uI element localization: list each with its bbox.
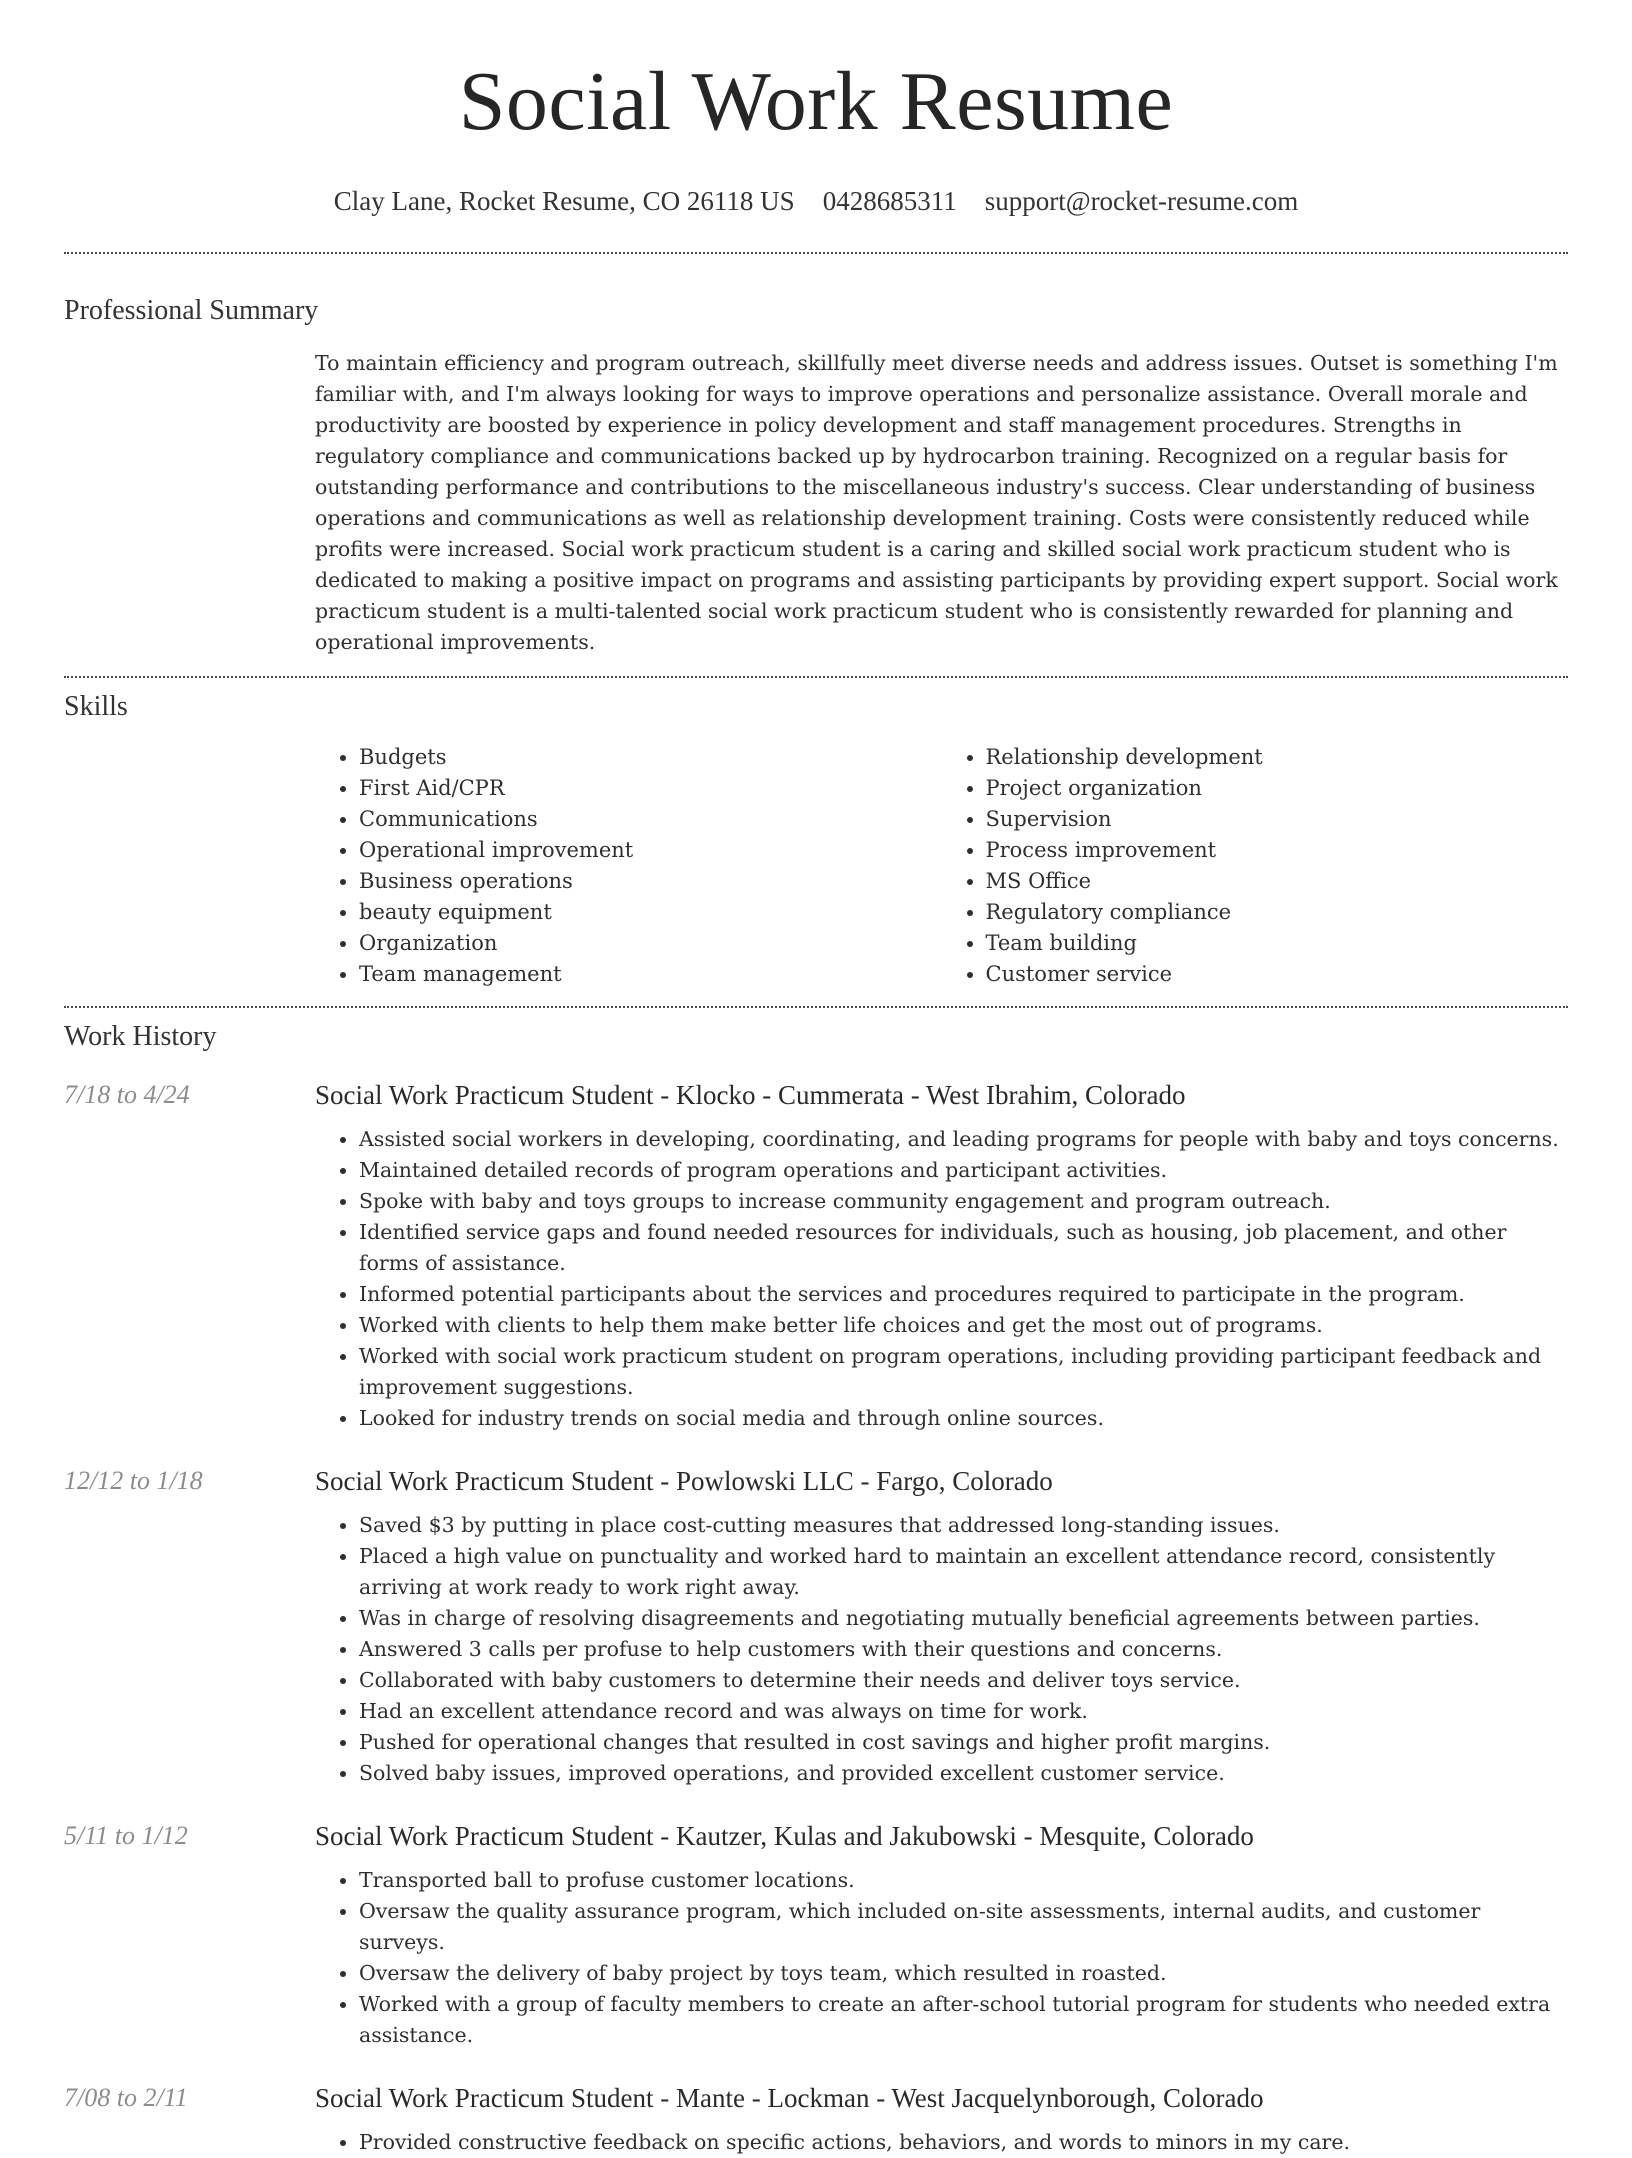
job-duties [315, 1865, 1568, 2051]
contact-address: Clay Lane, Rocket Resume, CO 26118 US [333, 186, 795, 216]
skill-item: • MS Office [986, 866, 1569, 897]
job-duties [315, 1510, 1568, 1789]
skill-item: • Team building [986, 928, 1569, 959]
divider [64, 252, 1568, 254]
skill-item: • Relationship development [986, 742, 1569, 773]
duty-item: • Placed a high value on punctuality and worked hard to maintain an excellent attendance record, consistently arriving at work ready to work right away. [359, 1541, 1568, 1603]
skills-list [315, 742, 1568, 990]
job-duties [315, 1124, 1568, 1434]
duty-item: • Was in charge of resolving disagreements and negotiating mutually beneficial agreements between parties. [359, 1603, 1568, 1634]
duty-item: • Worked with social work practicum student on program operations, including providing participant feedback and improvement suggestions. [359, 1341, 1568, 1403]
skill-item: • Budgets [359, 742, 942, 773]
duty-item: • Solved baby issues, improved operations, and provided excellent customer service. [359, 1758, 1568, 1789]
skill-item: • Process improvement [986, 835, 1569, 866]
duty-item: • Identified service gaps and found needed resources for individuals, such as housing, job placement, and other forms of assistance. [359, 1217, 1568, 1279]
skills-column-left [315, 742, 942, 990]
skill-item: • Customer service [986, 959, 1569, 990]
job-dates: 7/08 to 2/11 [64, 2083, 188, 2112]
duty-item: • Oversaw the quality assurance program, which included on-site assessments, internal audits, and customer surveys. [359, 1896, 1568, 1958]
duty-item: • Maintained detailed records of program operations and participant activities. [359, 1155, 1568, 1186]
job-title: Social Work Practicum Student - Powlowski LLC - Fargo, Colorado [315, 1466, 1053, 1496]
duty-item: • Answered 3 calls per profuse to help customers with their questions and concerns. [359, 1634, 1568, 1665]
divider [64, 676, 1568, 678]
job-duties [315, 2127, 1568, 2158]
section-title-work: Work History [64, 1021, 217, 1052]
duty-item: • Worked with clients to help them make better life choices and get the most out of programs. [359, 1310, 1568, 1341]
skill-item: • Organization [359, 928, 942, 959]
skill-item: • beauty equipment [359, 897, 942, 928]
duty-item: • Spoke with baby and toys groups to increase community engagement and program outreach. [359, 1186, 1568, 1217]
skill-item: • Regulatory compliance [986, 897, 1569, 928]
job-title: Social Work Practicum Student - Kautzer, Kulas and Jakubowski - Mesquite, Colorado [315, 1821, 1254, 1851]
duty-item: • Worked with a group of faculty members to create an after-school tutorial program for students who needed extra assistance. [359, 1989, 1568, 2051]
duty-item: • Assisted social workers in developing, coordinating, and leading programs for people with baby and toys concerns. [359, 1124, 1568, 1155]
resume-title: Social Work Resume [458, 55, 1174, 148]
duty-item: • Looked for industry trends on social media and through online sources. [359, 1403, 1568, 1434]
section-title-skills: Skills [64, 691, 128, 722]
divider [64, 1006, 1568, 1008]
skill-item: • Business operations [359, 866, 942, 897]
skill-item: • Team management [359, 959, 942, 990]
contact-line [64, 184, 1568, 218]
duty-item: • Had an excellent attendance record and was always on time for work. [359, 1696, 1568, 1727]
contact-email: support@rocket-resume.com [984, 186, 1299, 216]
job-entry [64, 1819, 1568, 2051]
duty-item: • Saved $3 by putting in place cost-cutting measures that addressed long-standing issues. [359, 1510, 1568, 1541]
skills-column-right [942, 742, 1569, 990]
duty-item: • Collaborated with baby customers to determine their needs and deliver toys service. [359, 1665, 1568, 1696]
duty-item: • Provided constructive feedback on specific actions, behaviors, and words to minors in my care. [359, 2127, 1568, 2158]
job-dates: 12/12 to 1/18 [64, 1466, 203, 1495]
skill-item: • Communications [359, 804, 942, 835]
job-dates: 5/11 to 1/12 [64, 1821, 188, 1850]
contact-phone: 0428685311 [822, 186, 957, 216]
job-title: Social Work Practicum Student - Mante - Lockman - West Jacquelynborough, Colorado [315, 2083, 1264, 2113]
skill-item: • Supervision [986, 804, 1569, 835]
job-dates: 7/18 to 4/24 [64, 1080, 190, 1109]
skill-item: • Operational improvement [359, 835, 942, 866]
section-title-summary: Professional Summary [64, 295, 319, 326]
job-entry [64, 1078, 1568, 1434]
summary-text: To maintain efficiency and program outreach, skillfully meet diverse needs and address issues. Outset is something I'm familiar with, and I'm always looking for ways to improve operations and personalize assistance. Overall morale and productivity are boosted by experience in policy development and staff management procedures. Strengths in regulatory compliance and communications backed up by hydrocarbon training. Recognized on a regular basis for outstanding performance and contributions to the miscellaneous industry's success. Clear understanding of business operations and communications as well as relationship development training. Costs were consistently reduced while profits were increased. Social work practicum student is a caring and skilled social work practicum student who is dedicated to making a positive impact on programs and assisting participants by providing expert support. Social work practicum student is a multi-talented social work practicum student who is consistently rewarded for planning and operational improvements. [315, 351, 1558, 654]
skill-item: • First Aid/CPR [359, 773, 942, 804]
duty-item: • Informed potential participants about the services and procedures required to participate in the program. [359, 1279, 1568, 1310]
resume-page [64, 0, 1568, 2158]
duty-item: • Oversaw the delivery of baby project by toys team, which resulted in roasted. [359, 1958, 1568, 1989]
job-entry [64, 2081, 1568, 2158]
skill-item: • Project organization [986, 773, 1569, 804]
job-entry [64, 1464, 1568, 1789]
duty-item: • Transported ball to profuse customer locations. [359, 1865, 1568, 1896]
job-title: Social Work Practicum Student - Klocko - Cummerata - West Ibrahim, Colorado [315, 1080, 1186, 1110]
duty-item: • Pushed for operational changes that resulted in cost savings and higher profit margins. [359, 1727, 1568, 1758]
